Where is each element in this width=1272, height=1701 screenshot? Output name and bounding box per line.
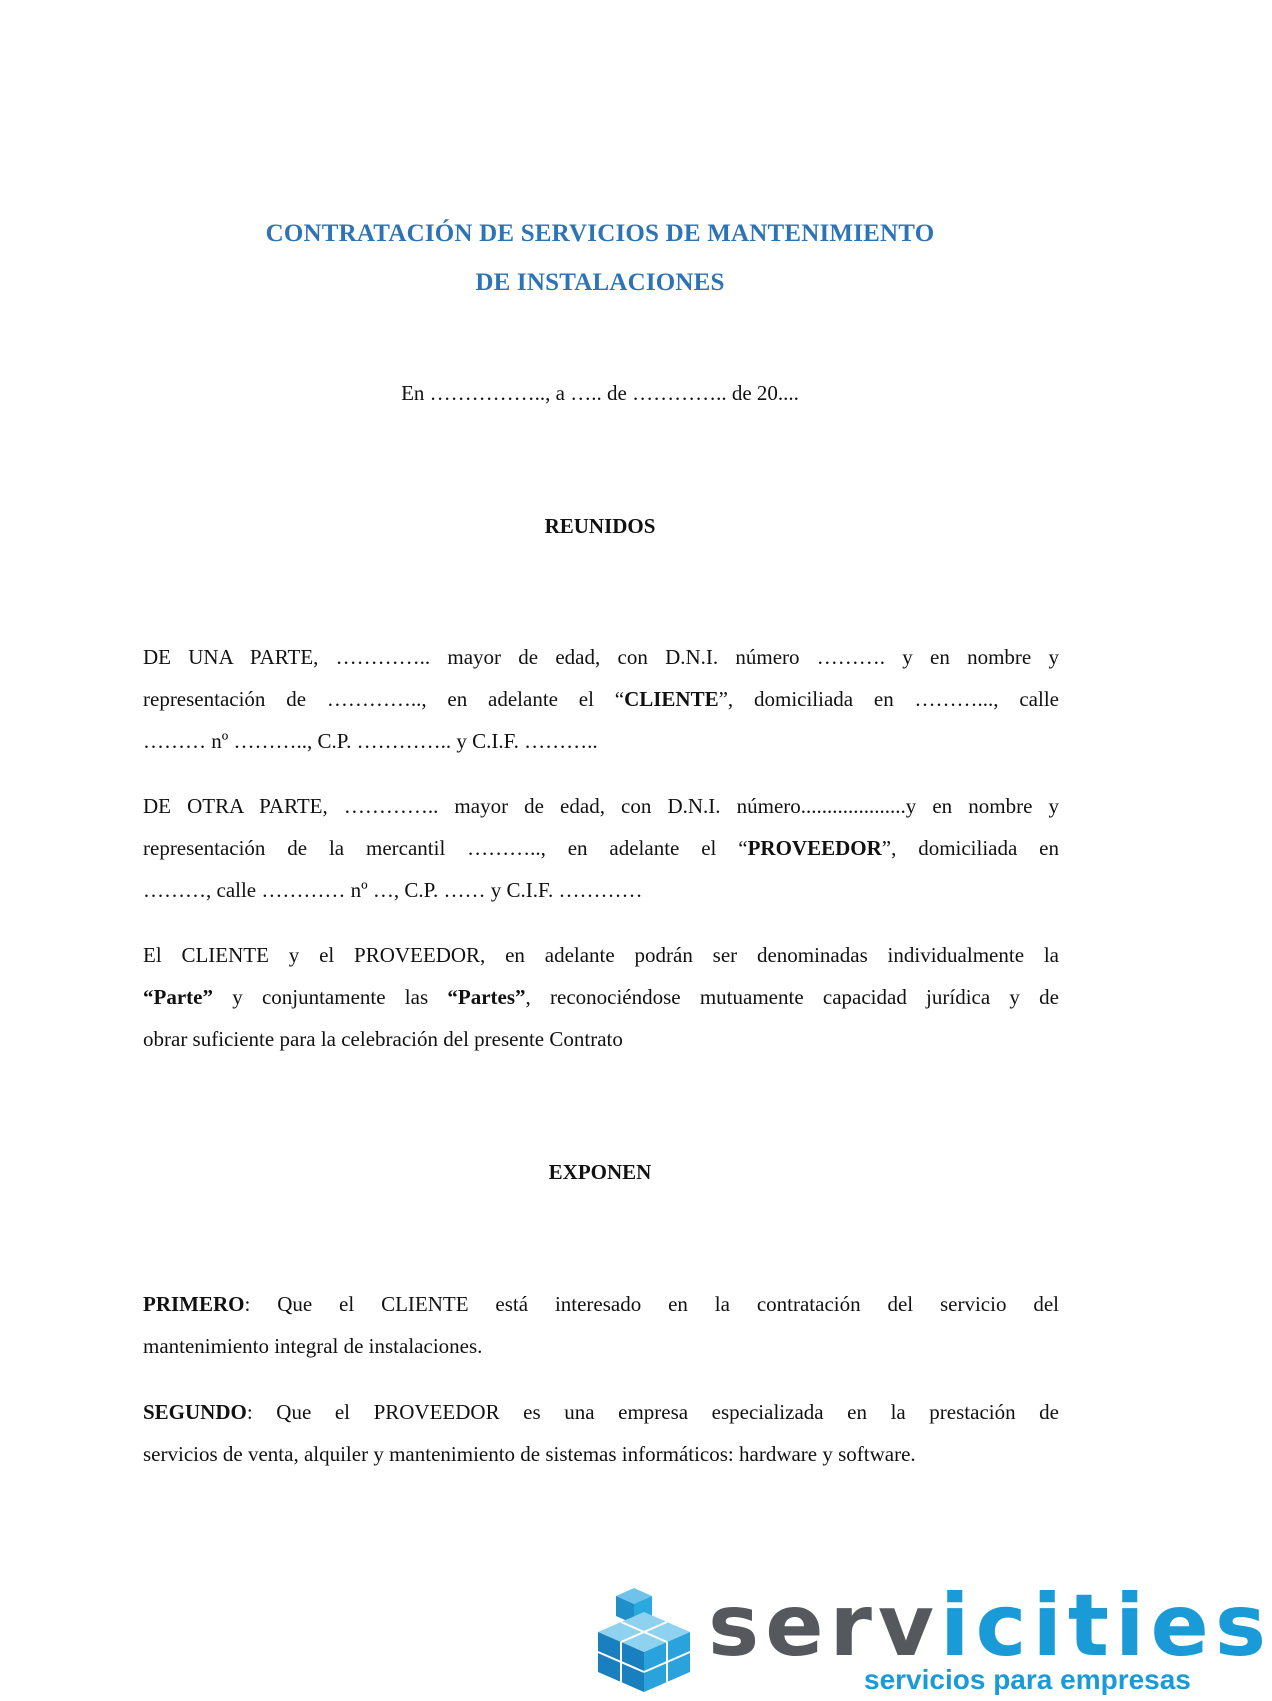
- paragraph-line: mantenimiento integral de instalaciones.: [143, 1334, 483, 1358]
- cube-icon: [596, 1584, 696, 1694]
- parte-term: “Parte”: [143, 985, 213, 1009]
- date-place-line: En …………….., a ….. de ………….. de 20....: [401, 381, 799, 405]
- text-span: , reconociéndose mutuamente capacidad jurídica y de: [525, 985, 1059, 1009]
- clause-label: PRIMERO: [143, 1292, 245, 1316]
- text-span: ”, domiciliada en ………..., calle: [718, 687, 1059, 711]
- proveedor-term: PROVEEDOR: [747, 836, 882, 860]
- paragraph-de-otra-parte: [143, 785, 1059, 911]
- document-title-line-2: DE INSTALACIONES: [475, 269, 725, 296]
- text-span: ”, domiciliada en: [881, 836, 1060, 860]
- logo-tagline: servicios para empresas: [864, 1664, 1191, 1695]
- paragraph-line: [143, 976, 1059, 1018]
- text-span: representación de ………….., en adelante el “: [143, 687, 625, 711]
- paragraph-line: ………, calle ………… nº …, C.P. …… y C.I.F. …………: [143, 878, 643, 902]
- logo-wordmark: [708, 1576, 1272, 1676]
- heading-reunidos: REUNIDOS: [544, 514, 656, 538]
- paragraph-line: DE UNA PARTE, ………….. mayor de edad, con D.N.I. número ………. y en nombre y: [143, 645, 1059, 669]
- cliente-term: CLIENTE: [624, 687, 719, 711]
- paragraph-de-una-parte: [143, 636, 1059, 762]
- partes-term: “Partes”: [447, 985, 526, 1009]
- heading-exponen: EXPONEN: [548, 1160, 652, 1184]
- text-span: y conjuntamente las: [212, 985, 448, 1009]
- paragraph-line: obrar suficiente para la celebración del presente Contrato: [143, 1027, 623, 1051]
- paragraph-line: [143, 1283, 1059, 1325]
- paragraph-line: DE OTRA PARTE, ………….. mayor de edad, con D.N.I. número....................y en nombre y: [143, 794, 1059, 818]
- paragraph-line: El CLIENTE y el PROVEEDOR, en adelante podrán ser denominadas individualmente la: [143, 943, 1059, 967]
- text-span: representación de la mercantil ……….., en adelante el “: [143, 836, 748, 860]
- paragraph-partes: [143, 934, 1059, 1060]
- clause-label: SEGUNDO: [143, 1400, 247, 1424]
- paragraph-line: [143, 678, 1059, 720]
- logo-word-blue: icities: [940, 1576, 1272, 1676]
- text-span: : Que el CLIENTE está interesado en la contratación del servicio del: [244, 1292, 1059, 1316]
- paragraph-line: [143, 827, 1059, 869]
- document-title-line-1: CONTRATACIÓN DE SERVICIOS DE MANTENIMIENTO: [265, 220, 935, 247]
- paragraph-line: servicios de venta, alquiler y mantenimiento de sistemas informáticos: hardware y software.: [143, 1442, 916, 1466]
- paragraph-segundo: [143, 1391, 1059, 1475]
- logo-word-gray: serv: [708, 1576, 940, 1676]
- paragraph-primero: [143, 1283, 1059, 1367]
- paragraph-line: [143, 1391, 1059, 1433]
- text-span: : Que el PROVEEDOR es una empresa especializada en la prestación de: [246, 1400, 1059, 1424]
- servicities-logo: [596, 1576, 1272, 1695]
- paragraph-line: ……… nº ……….., C.P. ………….. y C.I.F. ………..: [143, 729, 598, 753]
